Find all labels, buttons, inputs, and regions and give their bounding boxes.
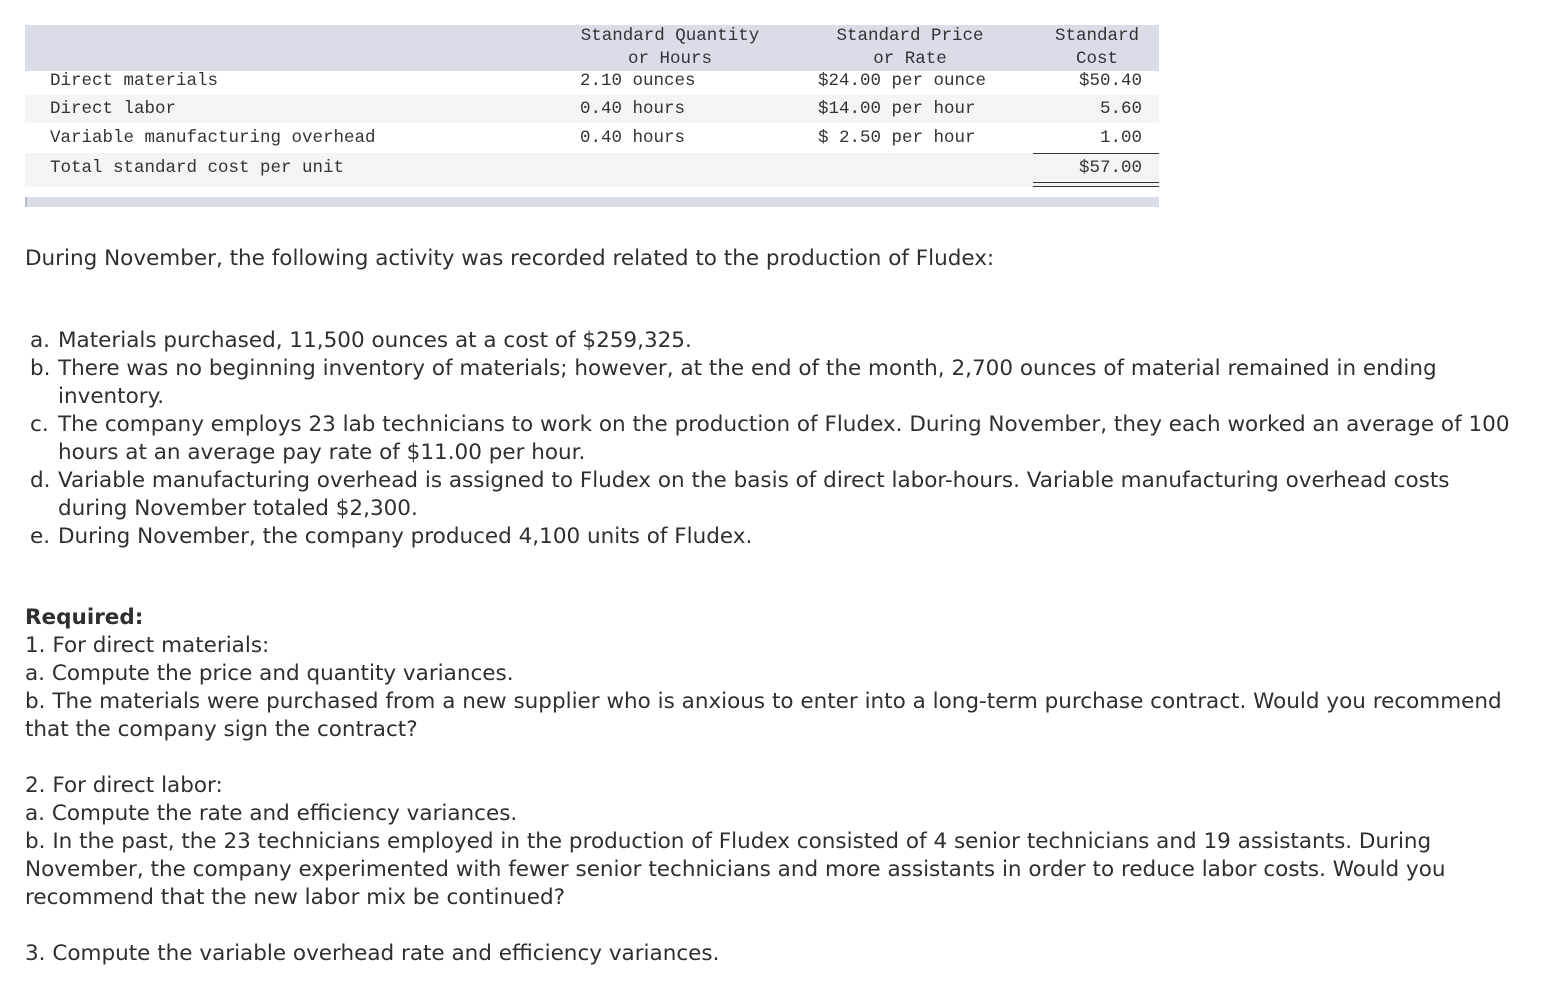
item-marker: d.: [30, 468, 51, 493]
table-row: [25, 95, 1159, 123]
row-quantity: 0.40 hours: [580, 99, 686, 119]
item-text: Materials purchased, 11,500 ounces at a cost of $259,325.: [58, 328, 692, 353]
q2-part-b: b. In the past, the 23 technicians employed in the production of Fludex consisted of 4 senior technicians and 19 assistants. During November, the company experimented with fewer senior technicians and more assistants in order to reduce labor costs. Would you recommend that the new labor mix be continued?: [25, 829, 1446, 910]
item-text: During November, the company produced 4,100 units of Fludex.: [58, 524, 753, 549]
list-item: [30, 355, 1520, 411]
item-marker: c.: [30, 412, 49, 437]
item-text: Variable manufacturing overhead is assigned to Fludex on the basis of direct labor-hours. Variable manufacturing overhead costs during November totaled $2,300.: [58, 468, 1450, 521]
item-text: The company employs 23 lab technicians to work on the production of Fludex. During November, they each worked an average of 100 hours at an average pay rate of $11.00 per hour.: [58, 412, 1510, 465]
q3-text: 3. Compute the variable overhead rate and efficiency variances.: [25, 941, 720, 966]
table-header: [25, 25, 1159, 71]
list-item: [30, 523, 1520, 551]
item-marker: b.: [30, 356, 51, 381]
header-standard-price: Standard Price or Rate: [836, 26, 984, 69]
row-label: Direct labor: [50, 99, 177, 119]
total-label: Total standard cost per unit: [50, 158, 345, 178]
q1-part-a: a. Compute the price and quantity variances.: [25, 661, 514, 686]
q1-title: 1. For direct materials:: [25, 633, 270, 658]
item-text: There was no beginning inventory of materials; however, at the end of the month, 2,700 ounces of material remained in ending inventory.: [58, 356, 1437, 409]
row-price: $14.00 per hour: [818, 99, 976, 119]
row-label: Variable manufacturing overhead: [50, 128, 376, 148]
q1-part-b: b. The materials were purchased from a new supplier who is anxious to enter into a long-term purchase contract. Would you recommend that the company sign the contract?: [25, 689, 1502, 742]
row-cost: 1.00: [1099, 128, 1142, 148]
standard-cost-table: [25, 25, 1159, 187]
item-marker: e.: [30, 524, 51, 549]
activity-list: [30, 327, 1520, 551]
total-cost: $57.00: [1078, 158, 1142, 178]
list-item: [30, 327, 1520, 355]
row-label: Direct materials: [50, 71, 219, 91]
required-heading: Required:: [25, 605, 144, 630]
row-cost: $50.40: [1078, 71, 1142, 91]
row-cost: 5.60: [1099, 99, 1142, 119]
list-item: [30, 467, 1520, 523]
table-footer-bar: [25, 197, 1159, 207]
header-standard-cost: Standard Cost: [1054, 26, 1139, 69]
list-item: [30, 411, 1520, 467]
item-marker: a.: [30, 328, 51, 353]
row-quantity: 2.10 ounces: [580, 71, 696, 91]
table-row: [25, 67, 1159, 95]
table-row: [25, 123, 1159, 153]
row-price: $ 2.50 per hour: [818, 128, 976, 148]
q2-title: 2. For direct labor:: [25, 773, 223, 798]
total-double-underline: [1033, 182, 1159, 187]
table-total-row: [25, 153, 1159, 187]
required-section: [25, 604, 1525, 968]
q2-part-a: a. Compute the rate and efficiency variances.: [25, 801, 518, 826]
intro-text: During November, the following activity was recorded related to the production of Fludex:: [25, 246, 995, 271]
row-quantity: 0.40 hours: [580, 128, 686, 148]
header-standard-quantity: Standard Quantity or Hours: [580, 26, 760, 69]
row-price: $24.00 per ounce: [818, 71, 987, 91]
